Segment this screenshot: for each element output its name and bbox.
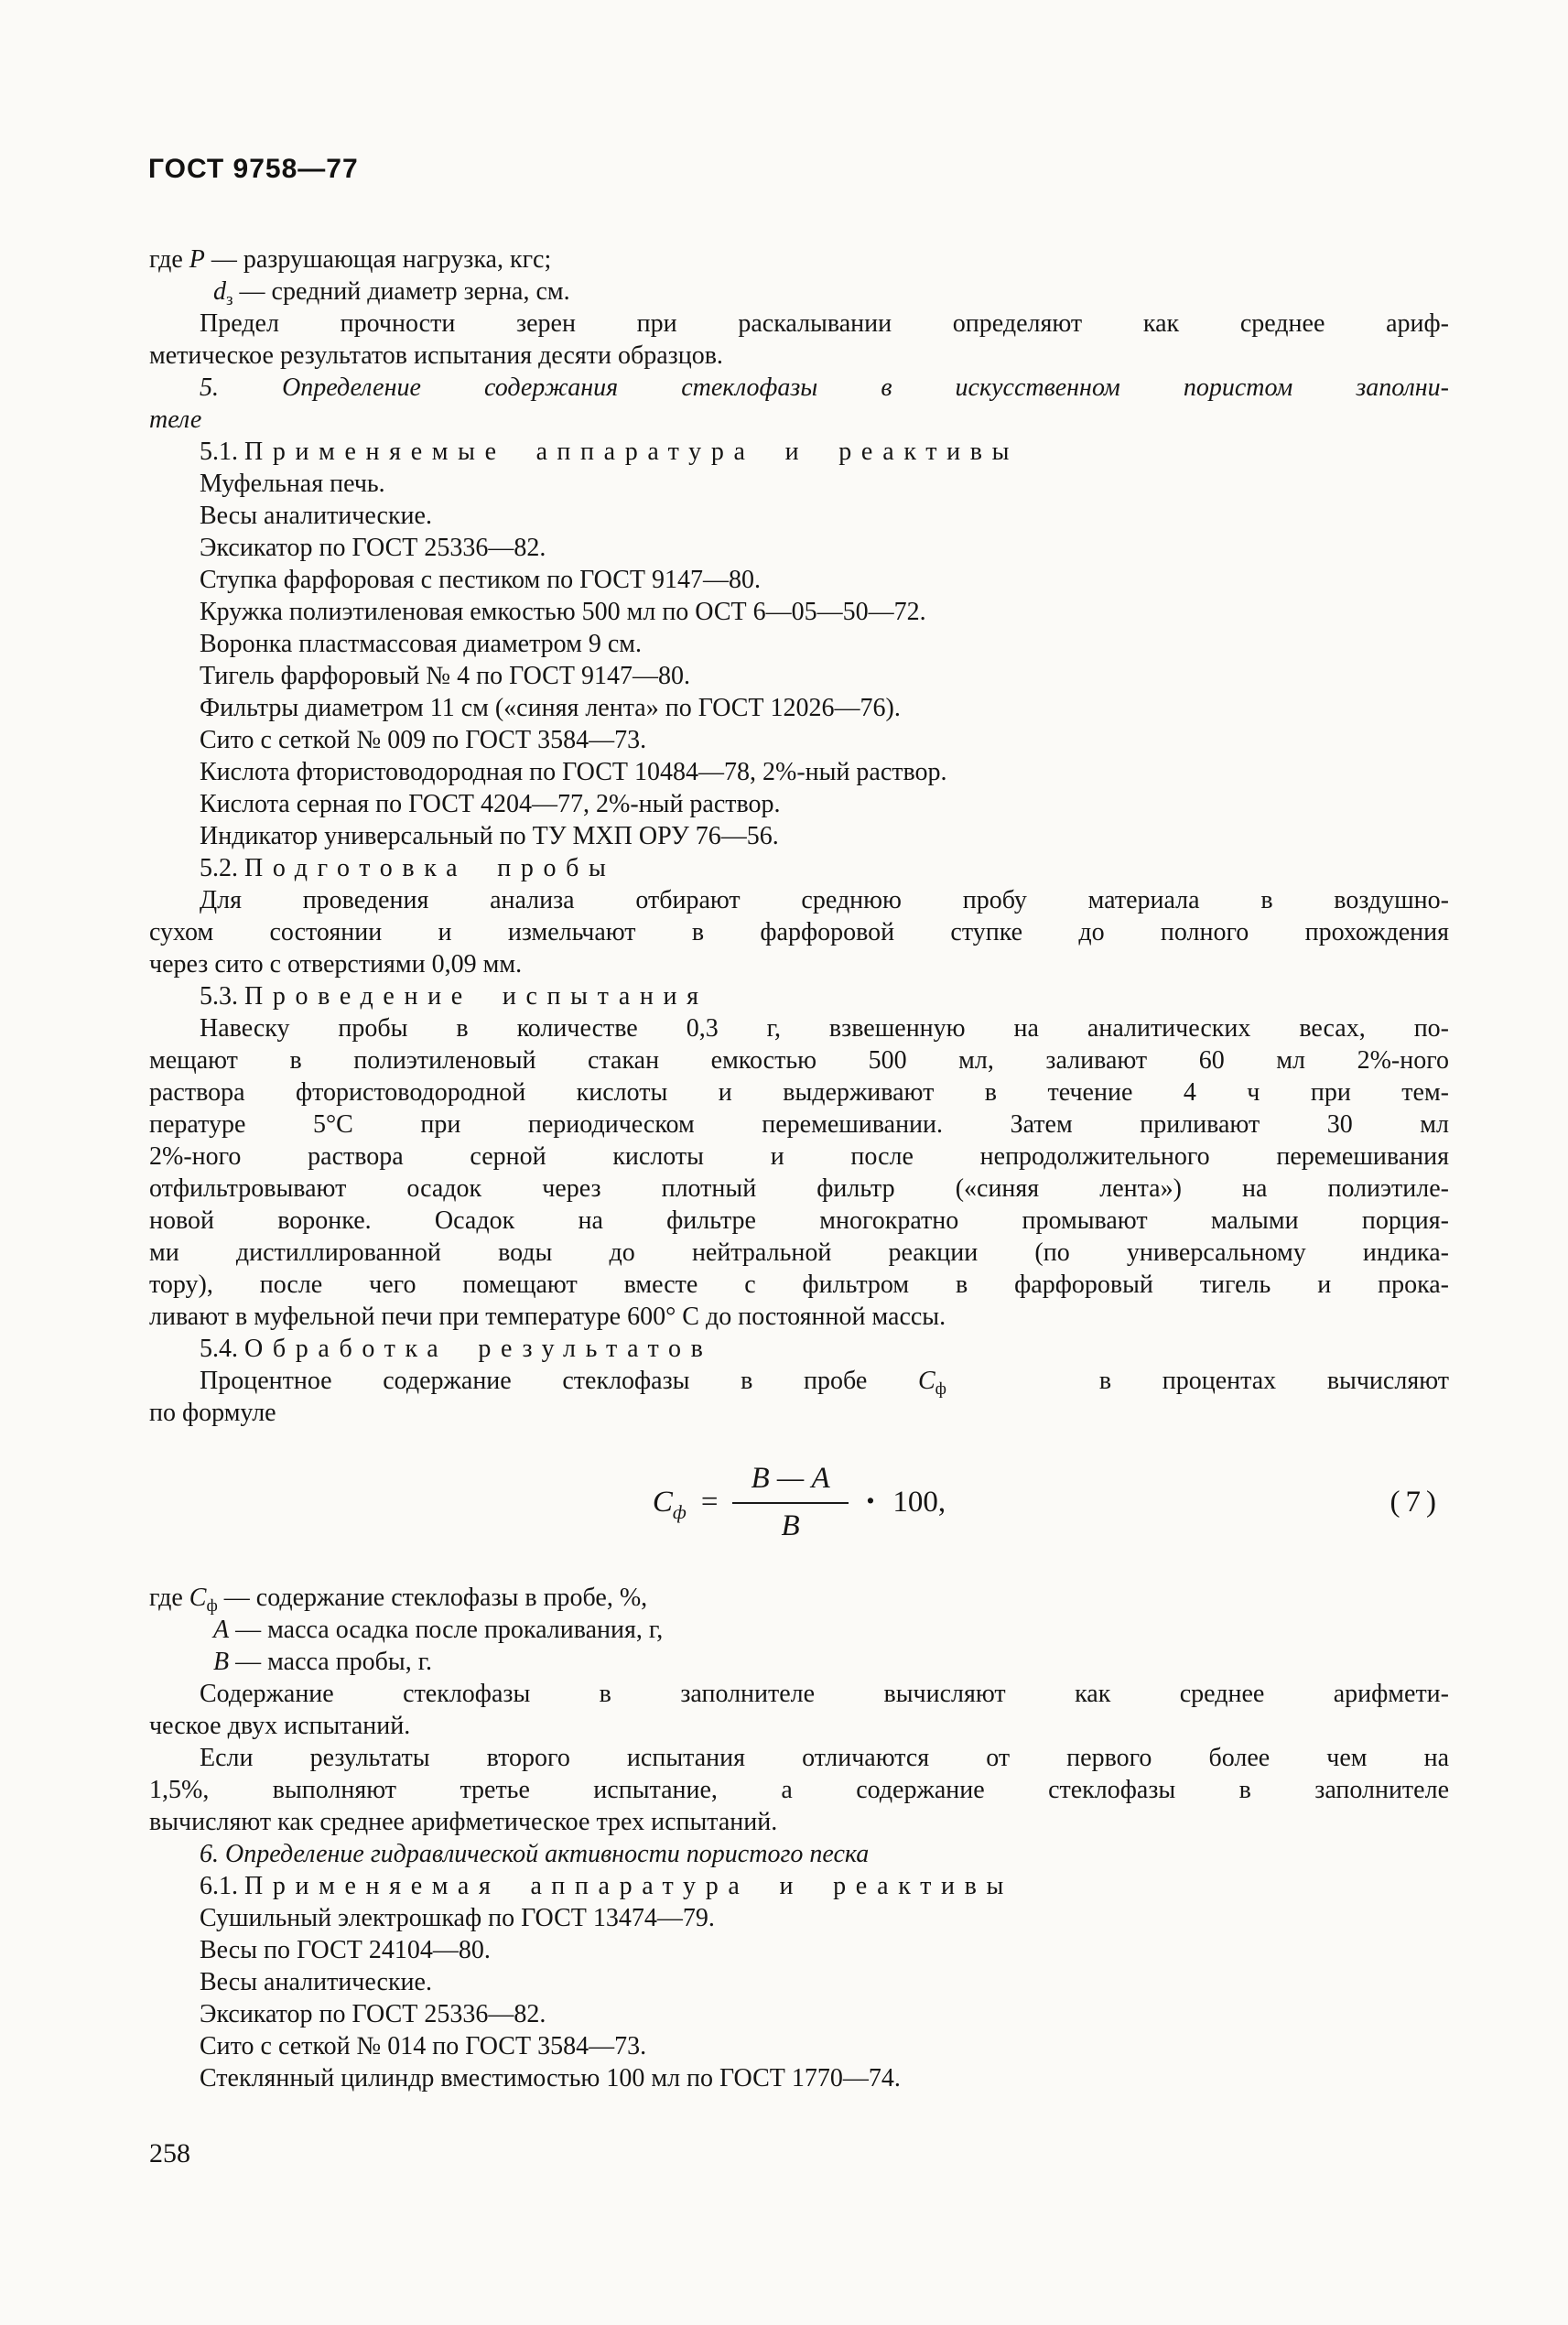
paragraph (149, 308, 1449, 372)
variable: Р (189, 245, 205, 274)
subsection-number: 5.1. (200, 438, 244, 466)
text-line: Процентное содержание стеклофазы в пробе $С_ф$ в процентах вычисляют (200, 1367, 1449, 1399)
section-title (149, 1838, 1449, 1870)
text-line: тору), после чего помещают вместе с фильтром в фарфоровый тигель и прока- (149, 1271, 1449, 1299)
subsection-number: 5.4. (200, 1335, 244, 1363)
text-line: отфильтровывают осадок через плотный фильтр («синяя лента») на полиэтиле- (149, 1174, 1449, 1203)
equation-number: (7) (1390, 1486, 1442, 1519)
formula-factor: 100, (892, 1486, 946, 1519)
list-item: Весы аналитические. (200, 502, 432, 530)
text-line: новой воронке. Осадок на фильтре многократно промывают малыми порция- (149, 1206, 1449, 1235)
paragraph (149, 1365, 1449, 1429)
equation (653, 1462, 946, 1543)
list-item: Ступка фарфоровая с пестиком по ГОСТ 9147—80. (200, 566, 762, 594)
subsection-heading (149, 1870, 1449, 1902)
paragraph (149, 884, 1449, 980)
text-line: ливают в муфельной печи при температуре 600° С до постоянной массы. (149, 1303, 946, 1331)
text-line: метическое результатов испытания десяти образцов. (149, 341, 723, 370)
fraction-denominator: В (781, 1509, 800, 1543)
list-item: Фильтры диаметром 11 см («синяя лента» по ГОСТ 12026—76). (200, 694, 901, 722)
text-line: теле (149, 406, 202, 434)
text-line: мещают в полиэтиленовый стакан емкостью 500 мл, заливают 60 мл 2%-ного (149, 1046, 1449, 1075)
subsection-number: 6.1. (200, 1871, 244, 1900)
list-item: Весы аналитические. (200, 1967, 432, 1996)
equals-sign: = (700, 1486, 719, 1519)
list-item: Индикатор универсальный по ТУ МХП ОРУ 76—56. (200, 822, 779, 850)
definition-line: А — масса осадка после прокаливания, г, (213, 1615, 664, 1644)
subscript: з (226, 290, 233, 309)
definition-line: где $С_ф$ — содержание стеклофазы в пробе, %, (149, 1583, 648, 1616)
text-line: вычисляют как среднее арифметическое трех испытаний. (149, 1807, 778, 1836)
subscript: ф (935, 1379, 946, 1399)
text-line: 2%-ного раствора серной кислоты и после непродолжительного перемешивания (149, 1142, 1449, 1171)
subsection-number: 5.3. (200, 982, 244, 1011)
text-line: сухом состоянии и измельчают в фарфоровой ступке до полного прохождения (149, 918, 1449, 946)
section-title (149, 372, 1449, 436)
subsection-heading-text: Обработка результатов (244, 1335, 713, 1363)
list-item: Муфельная печь. (200, 470, 385, 498)
subsection-number: 5.2. (200, 854, 244, 882)
text-line: ми дистиллированной воды до нейтральной реакции (по универсальному индика- (149, 1238, 1449, 1267)
list-item: Кислота серная по ГОСТ 4204—77, 2%-ный раствор. (200, 790, 781, 818)
text-line: 5. Определение содержания стеклофазы в искусственном пористом заполни- (200, 373, 1449, 402)
formula (149, 1462, 1449, 1543)
list-item: Кислота фтористоводородная по ГОСТ 10484—78, 2%-ный раствор. (200, 758, 947, 786)
formula-variable: $С_ф$ (652, 1486, 687, 1524)
list-item: Эксикатор по ГОСТ 25336—82. (200, 1999, 546, 2028)
definition-line: где Р — разрушающая нагрузка, кгс; (149, 245, 552, 274)
document-number: ГОСТ 9758—77 (148, 154, 359, 184)
variable: d (213, 277, 226, 306)
subsection-heading (149, 1333, 1449, 1365)
subsection-heading-text: Подготовка пробы (244, 854, 616, 882)
list-item: Весы по ГОСТ 24104—80. (200, 1935, 491, 1964)
text-line: Предел прочности зерен при раскалывании определяют как среднее ариф- (200, 309, 1449, 338)
subsection-heading (149, 436, 1449, 468)
fraction (732, 1462, 848, 1543)
text-line: ческое двух испытаний. (149, 1711, 411, 1740)
subsection-heading-text: Применяемые аппаратура и реактивы (244, 438, 1020, 466)
paragraph (149, 1678, 1449, 1742)
content (149, 243, 1449, 2094)
subsection-heading-text: Проведение испытания (244, 982, 708, 1011)
variable: В (213, 1647, 230, 1676)
subsection-heading-text: Применяемая аппаратура и реактивы (244, 1871, 1013, 1900)
variable: С (917, 1367, 935, 1395)
paragraph (149, 1012, 1449, 1333)
text-line: 6. Определение гидравлической активности пористого песка (200, 1839, 870, 1868)
text-line: Для проведения анализа отбирают среднюю пробу материала в воздушно- (200, 886, 1449, 914)
variable: А (213, 1615, 230, 1644)
text-line: через сито с отверстиями 0,09 мм. (149, 950, 523, 979)
subsection-heading (149, 852, 1449, 884)
text-line: раствора фтористоводородной кислоты и выдерживают в течение 4 ч при тем- (149, 1078, 1449, 1107)
subscript: ф (206, 1595, 218, 1616)
list-item: Эксикатор по ГОСТ 25336—82. (200, 534, 546, 562)
text-line: Содержание стеклофазы в заполнителе вычисляют как среднее арифмети- (200, 1679, 1449, 1708)
page-number: 258 (149, 2138, 190, 2168)
list-item: Сушильный электрошкаф по ГОСТ 13474—79. (200, 1903, 715, 1932)
variable: С (189, 1583, 207, 1612)
multiplication-dot-icon: · (864, 1482, 877, 1521)
paragraph (149, 1742, 1449, 1838)
text-line: 1,5%, выполняют третье испытание, а содержание стеклофазы в заполнителе (149, 1775, 1449, 1804)
fraction-numerator: В — А (732, 1462, 848, 1504)
text-line: Если результаты второго испытания отличаются от первого более чем на (200, 1743, 1449, 1772)
list-item: Кружка полиэтиленовая емкостью 500 мл по ОСТ 6—05—50—72. (200, 598, 926, 626)
text-line: Навеску пробы в количестве 0,3 г, взвешенную на аналитических весах, по- (200, 1014, 1449, 1043)
text-line: по формуле (149, 1399, 276, 1427)
list-item: Сито с сеткой № 014 по ГОСТ 3584—73. (200, 2031, 647, 2060)
subsection-heading (149, 980, 1449, 1012)
definition-line: $d_з$ — средний диаметр зерна, см. (213, 277, 570, 309)
text-line: пературе 5°С при периодическом перемешивании. Затем приливают 30 мл (149, 1110, 1449, 1139)
list-item: Воронка пластмассовая диаметром 9 см. (200, 630, 642, 658)
list-item: Стеклянный цилиндр вместимостью 100 мл по ГОСТ 1770—74. (200, 2063, 901, 2092)
list-item: Сито с сеткой № 009 по ГОСТ 3584—73. (200, 726, 647, 754)
list-item: Тигель фарфоровый № 4 по ГОСТ 9147—80. (200, 662, 690, 690)
definition-line: В — масса пробы, г. (213, 1647, 433, 1676)
